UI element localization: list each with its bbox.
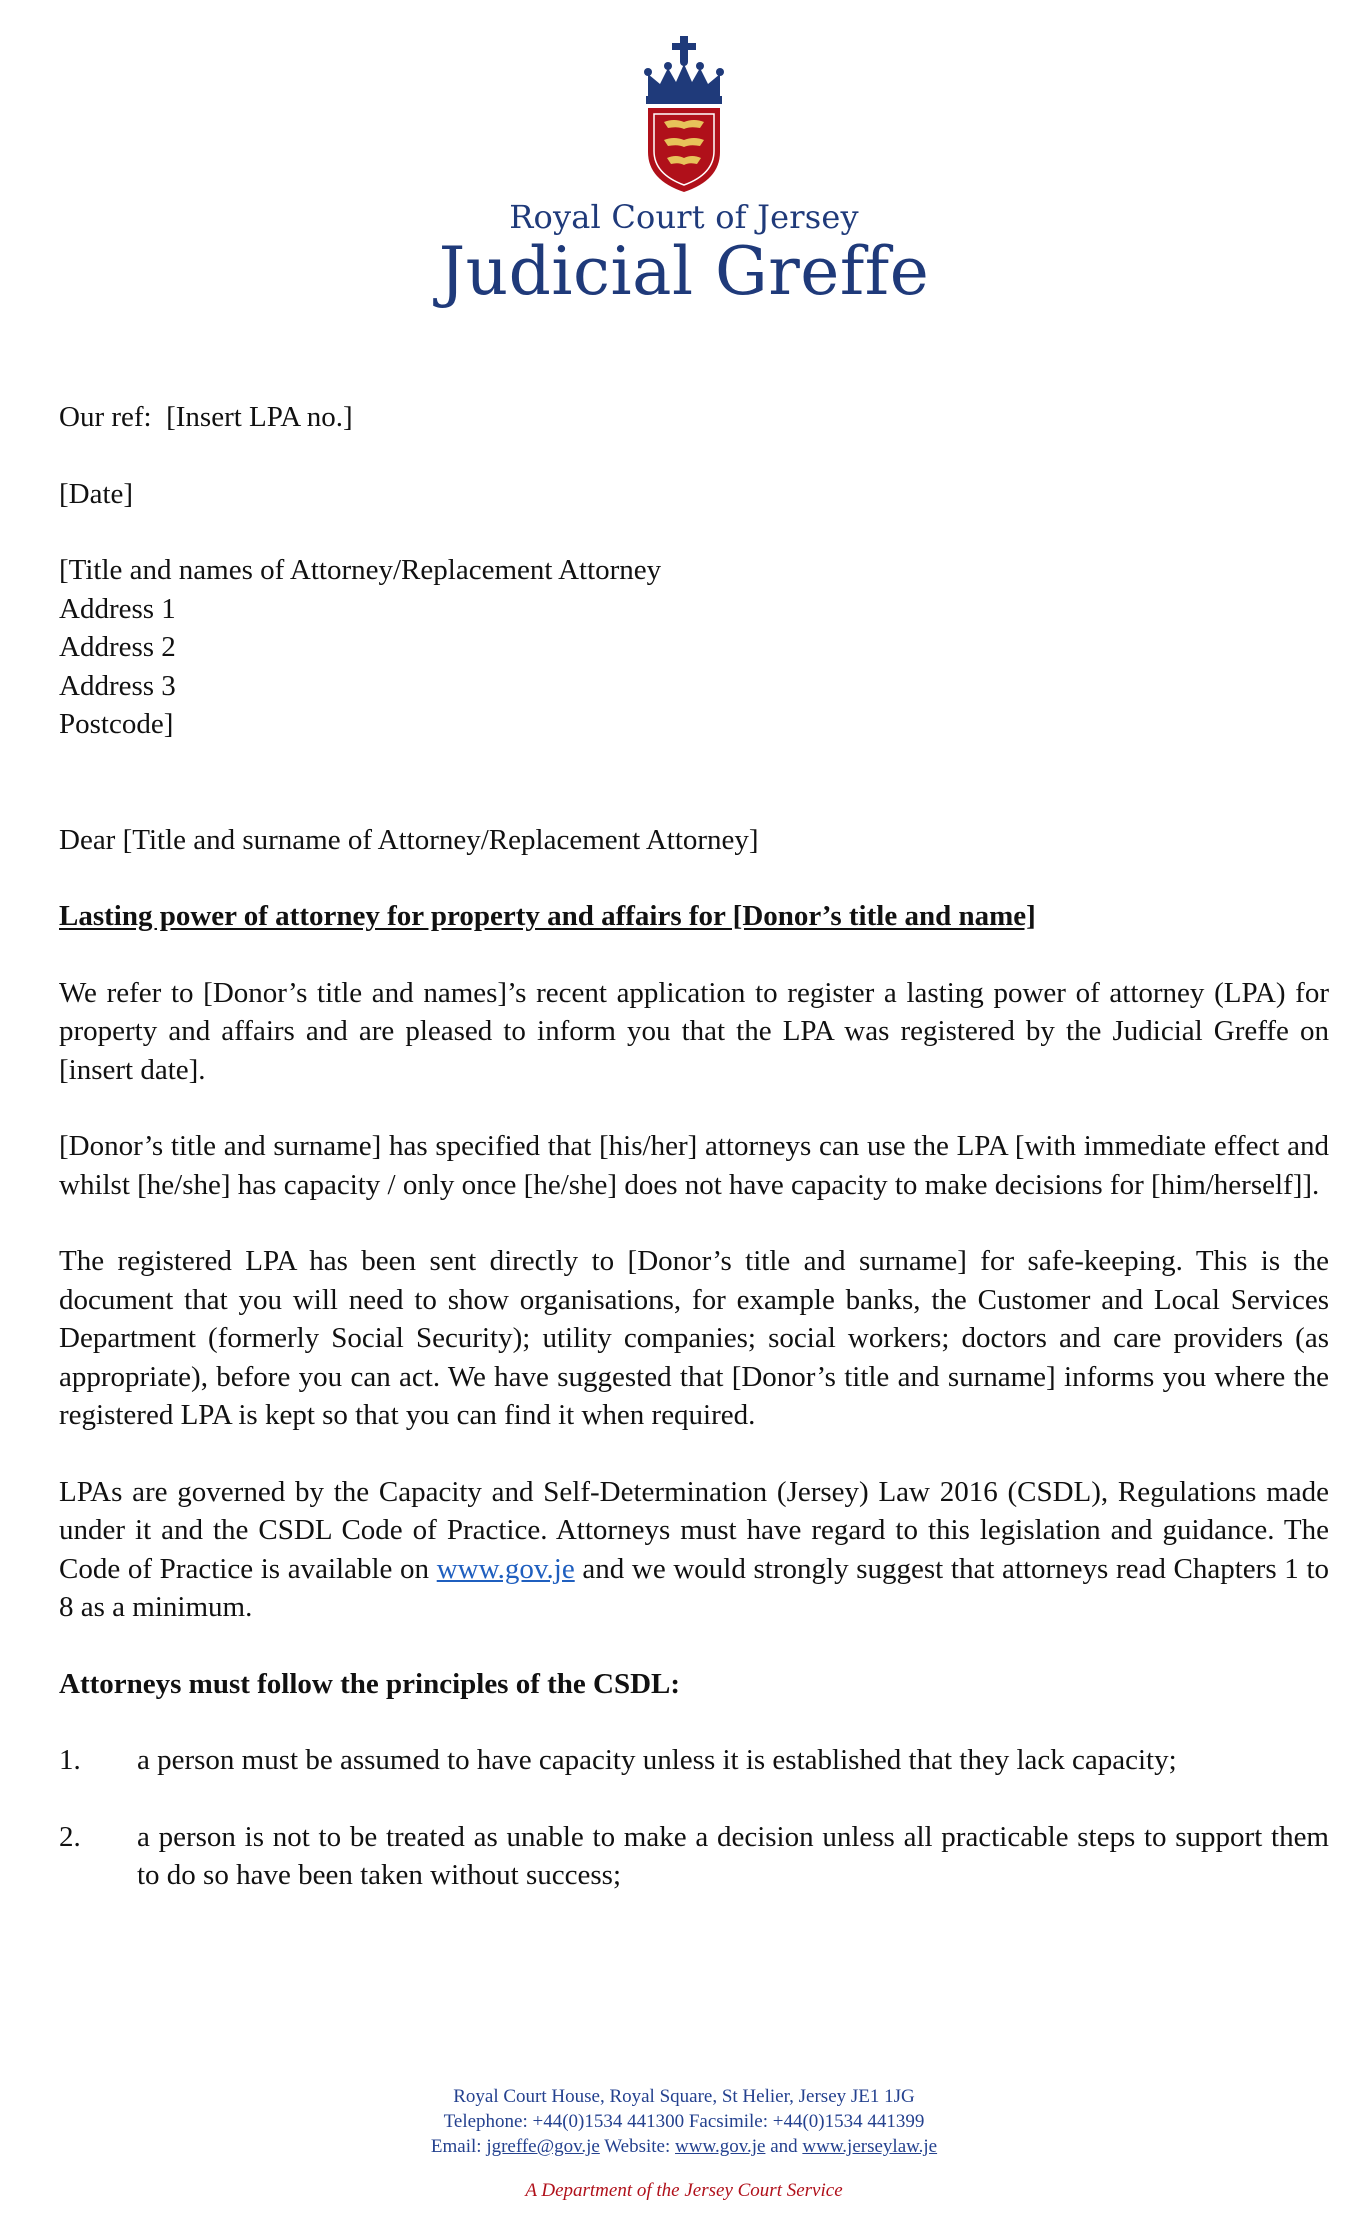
jersey-crest-icon [634,34,734,194]
and-word: and [770,2136,798,2157]
footer-address: Royal Court House, Royal Square, St Helier, Jersey JE1 1JG [453,2086,915,2107]
our-ref-value: [Insert LPA no.] [166,401,353,433]
letter-date: [Date] [59,477,134,510]
gov-je-link[interactable]: www.gov.je [436,1552,575,1585]
website-link-jerseylaw[interactable]: www.jerseylaw.je [802,2136,938,2157]
address-line: Address 1 [59,592,176,625]
paragraph-legislation-text: LPAs are governed by the Capacity and Self-Determination (Jersey) Law 2016 (CSDL), Regulations made under it and the CSDL Code of Practice. Attorneys must have regard to this legislation and guidance. The Code of Practice is available on [59,1475,1329,1585]
list-text: a person must be assumed to have capacity unless it is established that they lack capacity; [137,1744,1177,1776]
address-line: Postcode] [59,708,174,740]
list-number: 2. [59,1820,81,1853]
department-tagline: A Department of the Jersey Court Service [525,2180,843,2201]
website-label: Website: [604,2136,671,2157]
list-text: a person is not to be treated as unable to make a decision unless all practicable steps to support them to do so have been taken without success; [137,1820,1329,1891]
list-item [59,1818,1329,1895]
salutation: Dear [Title and surname of Attorney/Replacement Attorney] [59,823,759,856]
website-link-gov[interactable]: www.gov.je [675,2136,766,2157]
address-line: Address 2 [59,631,176,663]
list-number: 1. [59,1744,81,1776]
principles-heading: Attorneys must follow the principles of the CSDL: [59,1667,681,1700]
email-label: Email: [430,2136,482,2157]
address-line: Address 3 [59,669,176,702]
paragraph-legislation [59,1473,1329,1627]
our-reference [59,398,1329,437]
paragraph-registration: We refer to [Donor’s title and names]’s recent application to register a lasting power of attorney (LPA) for property and affairs and are pleased to inform you that the LPA was registered by the Judicial Greffe on [insert date]. [59,976,1329,1086]
list-item [59,1741,1329,1780]
paragraph-legislation-text-end: and we would strongly suggest that attorneys read Chapters 1 to 8 as a minimum. [59,1552,1329,1623]
our-ref-label: Our ref: [59,401,152,433]
court-name: Royal Court of Jersey [509,198,859,236]
email-link[interactable]: jgreffe@gov.je [486,2136,600,2157]
letter-body [59,398,1329,1895]
footer-contacts [0,2134,1368,2159]
office-name: Judicial Greffe [438,233,930,310]
letter-footer [0,2084,1368,2159]
recipient-address [59,551,1329,744]
address-line: [Title and names of Attorney/Replacement Attorney [59,554,662,586]
footer-phone: Telephone: +44(0)1534 441300 Facsimile: +44(0)1534 441399 [443,2111,925,2132]
paragraph-safekeeping: The registered LPA has been sent directly to [Donor’s title and surname] for safe-keeping. This is the document that you will need to show organisations, for example banks, the Customer and Local Services Department (formerly Social Security); utility companies; social workers; doctors and care providers (as appropriate), before you can act. We have suggested that [Donor’s title and surname] informs you where the registered LPA is kept so that you can find it when required. [59,1245,1329,1431]
letter-heading: Lasting power of attorney for property and affairs for [Donor’s title and name] [59,900,1036,932]
paragraph-usage: [Donor’s title and surname] has specified that [his/her] attorneys can use the LPA [with immediate effect and whilst [he/she] has capacity / only once [he/she] does not have capacity to make decisions for [him/herself]]. [59,1130,1329,1201]
